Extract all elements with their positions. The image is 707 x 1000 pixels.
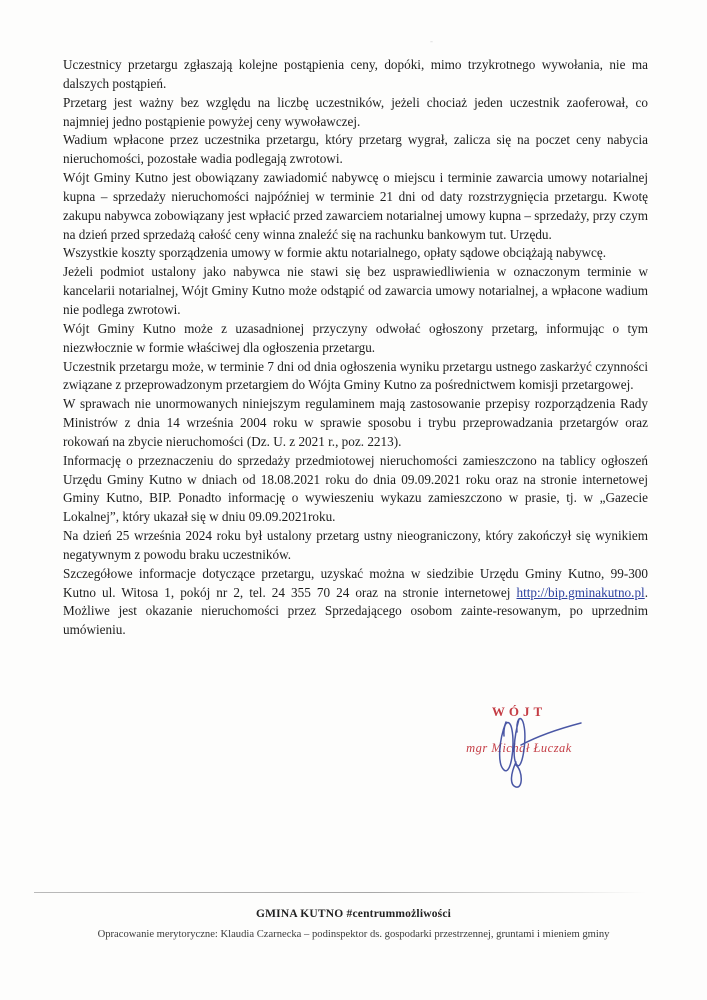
paragraph: Wójt Gminy Kutno może z uzasadnionej przyczyny odwołać ogłoszony przetarg, informując o tym niezwłocznie w formie właściwej dla ogłoszenia przetargu. (63, 320, 648, 355)
paragraph: Uczestnicy przetargu zgłaszają kolejne postąpienia ceny, dopóki, mimo trzykrotnego wywołania, nie ma dalszych postąpień. (63, 57, 648, 91)
footer-divider (34, 892, 646, 893)
paragraph: Uczestnik przetargu może, w terminie 7 dni od dnia ogłoszenia wyniku przetargu ustnego zaskarżyć czynności związane z przeprowadzonym przetargiem do Wójta Gminy Kutno za pośrednictwem komisji przetargowej. (63, 358, 648, 393)
footer-brand: GMINA KUTNO #centrummożliwości (255, 908, 452, 920)
footer-credit: Opracowanie merytoryczne: Klaudia Czarnecka – podinspektor ds. gospodarki przestrzennej, gruntami i mieniem gminy (97, 929, 610, 940)
paragraph: Wójt Gminy Kutno jest obowiązany zawiadomić nabywcę o miejscu i terminie zawarcia umowy notarialnej kupna – sprzedaży nieruchomości najpóźniej w terminie 21 dni od daty rozstrzygnięcia przetargu. Kwotę zakupu nabywca zobowiązany jest wpłacić przed zawarciem notarialnej umowy kupna – sprzedaży, przy czym na dzień przed sprzedażą całość ceny winna znaleźć się na rachunku bankowym tut. Urzędu. (63, 170, 649, 242)
document-body (63, 56, 648, 640)
scan-artifact-mark: - (430, 36, 435, 46)
signature-block (438, 704, 600, 756)
signature-title: WÓJT (491, 704, 547, 719)
signature-name: mgr Michał Łuczak (466, 741, 572, 755)
paragraph: Wszystkie koszty sporządzenia umowy w formie aktu notarialnego, opłaty sądowe obciążają nabywcę. (63, 245, 607, 261)
paragraph: W sprawach nie unormowanych niniejszym regulaminem mają zastosowanie przepisy rozporządzenia Rady Ministrów z dnia 14 września 2004 roku w sprawie sposobu i trybu przeprowadzania przetargów oraz rokowań na zbycie nieruchomości (Dz. U. z 2021 r., poz. 2213). (63, 396, 648, 449)
paragraph: Jeżeli podmiot ustalony jako nabywca nie stawi się bez usprawiedliwienia w oznaczonym terminie w kancelarii notarialnej, Wójt Gminy Kutno może odstąpić od zawarcia umowy notarialnej, a wpłacone wadium nie podlega zwrotowi. (63, 264, 648, 317)
paragraph: Przetarg jest ważny bez względu na liczbę uczestników, jeżeli chociaż jeden uczestnik zaoferował, co najmniej jedno postąpienie powyżej ceny wywoławczej. (63, 94, 648, 129)
bip-link[interactable]: http://bip.gminakutno.pl (516, 584, 645, 600)
paragraph: Szczegółowe informacje dotyczące przetargu, uzyskać można w siedzibie Urzędu Gminy Kutno, 99-300 Kutno ul. Witosa 1, pokój nr 2, tel. 24 355 70 24 oraz na stronie internetowej http://bip.gminakutno.pl. Możliwe jest okazanie nieruchomości przez Sprzedającego osobom zainte-resowanym, po uprzednim umówieniu. (63, 565, 648, 638)
paragraph: Na dzień 25 września 2024 roku był ustalony przetarg ustny nieograniczony, który zakończył się wynikiem negatywnym z powodu braku uczestników. (63, 528, 648, 562)
paragraph: Wadium wpłacone przez uczestnika przetargu, który przetarg wygrał, zalicza się na poczet ceny nabycia nieruchomości, pozostałe wadia podlegają zwrotowi. (63, 132, 648, 167)
paragraph: Informację o przeznaczeniu do sprzedaży przedmiotowej nieruchomości zamieszczono na tablicy ogłoszeń Urzędu Gminy Kutno w dniach od 18.08.2021 roku do dnia 09.09.2021 roku oraz na stronie internetowej Gminy Kutno, BIP. Ponadto informację o wywieszeniu wykazu zamieszczono w prasie, tj. w „Gazecie Lokalnej”, który ukazał się w dniu 09.09.2021roku. (63, 452, 648, 525)
